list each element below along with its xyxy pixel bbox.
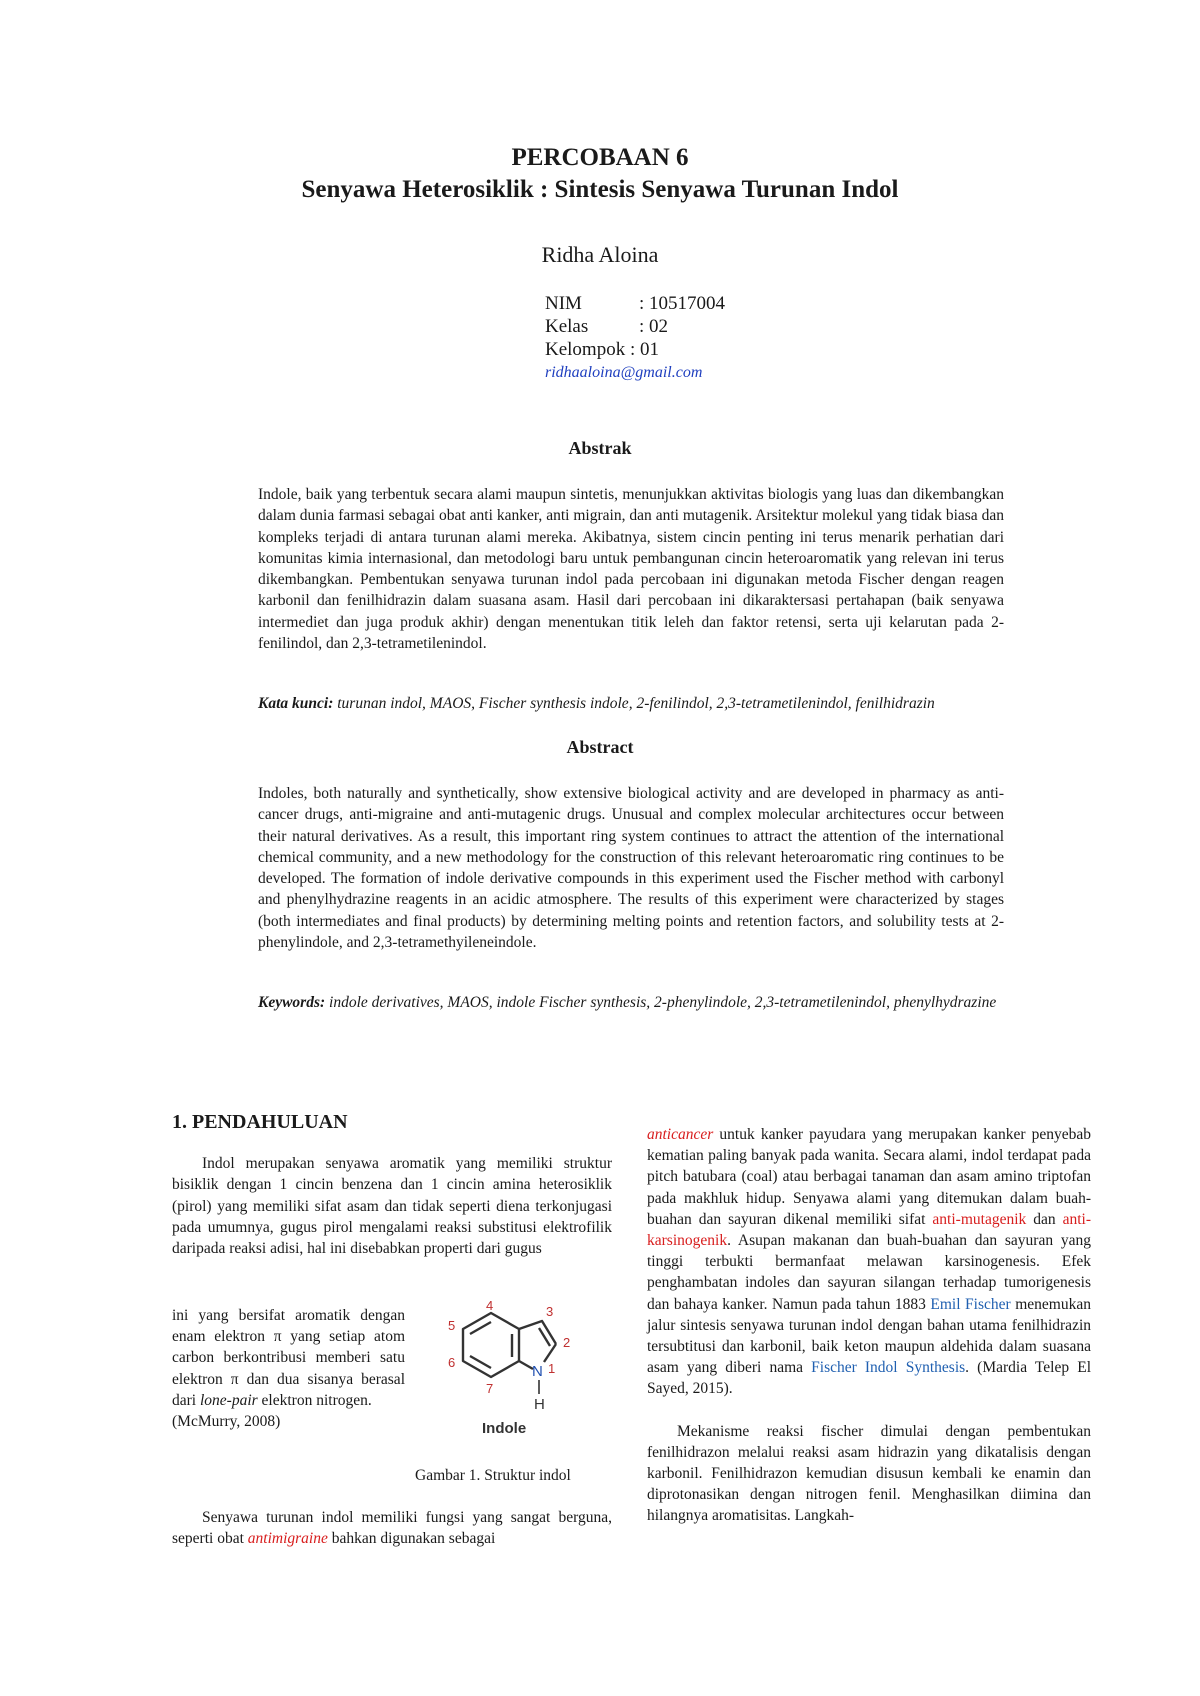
- intro-paragraph-1b: [172, 1305, 405, 1411]
- link-fischer-indol-synthesis[interactable]: Fischer Indol Synthesis: [811, 1359, 966, 1377]
- keywords-text: indole derivatives, MAOS, indole Fischer synthesis, 2-phenylindole, 2,3-tetrametilenindol, phenylhydrazine: [325, 994, 997, 1011]
- intro-lone-pair: lone-pair: [199, 1391, 258, 1409]
- author-name: Ridha Aloina: [541, 242, 659, 267]
- kata-kunci: [258, 694, 1004, 714]
- right-text-1e: . (Mardia Telep El Sayed, 2015).: [647, 1359, 1092, 1398]
- section-heading: 1. PENDAHULUAN: [172, 1111, 348, 1133]
- right-text-1a: untuk kanker payudara yang merupakan kanker penyebab kematian paling banyak pada wanita. Secara alami, indol terdapat pada pitch batubara (coal) atau berbagai tanaman dan asam amino triptofan pada makhluk hidup. Senyawa alami yang ditemukan dalam buah-buahan dan sayuran dikenal memiliki sifat: [647, 1126, 1091, 1228]
- right-text-1b: dan: [1026, 1210, 1063, 1228]
- atom-number-5: 5: [448, 1318, 456, 1333]
- title-line-2: Senyawa Heterosiklik : Sintesis Senyawa Turunan Indol: [301, 176, 899, 203]
- term-anti-karsinogenik: anti-karsinogenik: [647, 1210, 1091, 1250]
- right-text-1d: menemukan jalur sintesis senyawa turunan indol dengan bahan utama fenilhidrazin tersubtitusi dan karbonil, baik keton maupun aldehida dalam suasana asam yang diberi nama: [647, 1295, 1091, 1377]
- abstrak-text: Indole, baik yang terbentuk secara alami maupun sintetis, menunjukkan aktivitas biologis yang luas dan dikembangkan dalam dunia farmasi sebagai obat anti kanker, anti migrain, dan anti mutagenik. Arsitektur molekul yang tidak biasa dan kompleks terjadi di antara turunan alami mereka. Akibatnya, sistem cincin penting ini terus menarik perhatian dari komunitas kimia internasional, dan metodologi baru untuk pembangunan cincin heteroaromatik yang relevan ini terus dikembangkan. Pembentukan senyawa turunan indol pada percobaan ini digunakan metoda Fischer dengan reagen karbonil dan fenilhidrazin dalam suasana asam. Hasil dari percobaan ini dikaraktersasi pertahapan (baik senyawa intermediet dan juga produk akhir) dengan menentukan titik leleh dan faktor retensi, serta uji kelarutan pada 2-fenilindol, dan 2,3-tetrametilenindol.: [258, 486, 1004, 653]
- atom-number-1: 1: [548, 1361, 556, 1376]
- left-column-bottom: [172, 1507, 612, 1549]
- title-block: [0, 142, 1200, 206]
- meta-kelas: [545, 315, 725, 338]
- term-anti-mutagenik: anti-mutagenik: [932, 1210, 1027, 1228]
- link-emil-fischer[interactable]: Emil Fischer: [930, 1295, 1011, 1313]
- atom-nitrogen: N: [532, 1363, 543, 1380]
- meta-kelas-value: : 02: [639, 316, 669, 337]
- indole-structure-figure: [420, 1296, 650, 1436]
- atom-number-2: 2: [563, 1335, 571, 1350]
- keywords: [258, 993, 1004, 1013]
- author-meta: [545, 292, 725, 384]
- atom-hydrogen: H: [534, 1396, 545, 1413]
- intro-text-1b-1: ini yang bersifat aromatik dengan enam elektron π yang setiap atom carbon berkontribusi memberi satu elektron π dan dua sisanya berasal dari: [172, 1307, 405, 1409]
- pyrrole-bonds-top: [519, 1321, 556, 1344]
- right-column: [647, 1124, 1091, 1527]
- intro-text-1b-2: elektron nitrogen.: [257, 1391, 372, 1409]
- atom-number-3: 3: [546, 1304, 554, 1319]
- meta-kelompok: [545, 338, 725, 361]
- abstract-heading: Abstract: [566, 737, 634, 757]
- meta-kelas-key: Kelas: [545, 316, 589, 337]
- right-paragraph-1: [647, 1124, 1091, 1400]
- kata-kunci-text: turunan indol, MAOS, Fischer synthesis indole, 2-fenilindol, 2,3-tetrametilenindol, fenilhidrazin: [333, 695, 935, 712]
- meta-nim-value: : 10517004: [639, 293, 726, 314]
- figure-label: Indole: [482, 1420, 527, 1436]
- right-text-1c: . Asupan makanan dan buah-buahan dan sayuran yang tinggi terbukti bermanfaat melawan karsinogenesis. Efek penghambatan indoles dan sayuran silangan terhadap tumorigenesis dan bahaya kanker. Namun pada tahun 1883: [647, 1232, 1091, 1313]
- title-line-1: PERCOBAAN 6: [511, 144, 689, 171]
- kata-kunci-label: Kata kunci:: [258, 695, 334, 712]
- email-link[interactable]: ridhaaloina@gmail.com: [545, 364, 703, 381]
- intro-text-2-1: Senyawa turunan indol memiliki fungsi yang sangat berguna, seperti obat: [172, 1509, 612, 1548]
- right-paragraph-2: Mekanisme reaksi fischer dimulai dengan pembentukan fenilhidrazon melalui reaksi asam hidrazin yang dikatalisis dengan karbonil. Fenilhidrazon kemudian disusun kembali ke enamin dan diprotonasikan dengan nitrogen fenil. Menghasilkan diimina dan hilangnya aromatisitas. Langkah-: [647, 1422, 1091, 1525]
- bond-n1-c7a: [519, 1361, 533, 1369]
- meta-nim: [545, 292, 725, 315]
- figure-caption: Gambar 1. Struktur indol: [415, 1467, 571, 1484]
- intro-citation: (McMurry, 2008): [172, 1413, 281, 1431]
- term-antimigraine: antimigraine: [247, 1530, 328, 1548]
- intro-paragraph-1a: Indol merupakan senyawa aromatik yang memiliki struktur bisiklik dengan 1 cincin benzena dan 1 cincin amina heterosiklik (pirol) yang memiliki sifat asam dan tidak seperti diena terkonjugasi pada umumnya, gugus pirol mengalami reaksi substitusi elektrofilik daripada reaksi adisi, hal ini disebabkan properti dari gugus: [172, 1155, 612, 1258]
- atom-number-6: 6: [448, 1355, 456, 1370]
- left-column: [172, 1112, 612, 1259]
- meta-nim-key: NIM: [545, 293, 582, 314]
- atom-number-4: 4: [486, 1298, 494, 1313]
- intro-text-2-2: bahkan digunakan sebagai: [327, 1530, 496, 1548]
- meta-kelompok-text: Kelompok : 01: [545, 339, 659, 360]
- left-column-wrap: [172, 1305, 405, 1432]
- atom-number-7: 7: [486, 1381, 494, 1396]
- intro-paragraph-2: [172, 1507, 612, 1549]
- bond-c2-n1: [544, 1344, 556, 1362]
- keywords-label: Keywords:: [258, 994, 326, 1011]
- abstrak-heading: Abstrak: [568, 438, 632, 458]
- abstract-text: Indoles, both naturally and synthetically, show extensive biological activity and are developed in pharmacy as anti-cancer drugs, anti-migraine and anti-mutagenic drugs. Unusual and complex molecular architectures occur between their natural derivatives. As a result, this important ring system continues to attract the attention of the international chemical community, and a new methodology for the construction of this relevant heteroaromatic ring continues to be developed. The formation of indole derivative compounds in this experiment used the Fischer method with carbonyl and phenylhydrazine reagents in an acidic atmosphere. The results of this experiment were characterized by stages (both intermediates and final products) by determining melting points and retention factors, and solubility tests at 2-phenylindole, and 2,3-tetramethyileneindole.: [258, 785, 1004, 952]
- term-anticancer: anticancer: [647, 1126, 714, 1143]
